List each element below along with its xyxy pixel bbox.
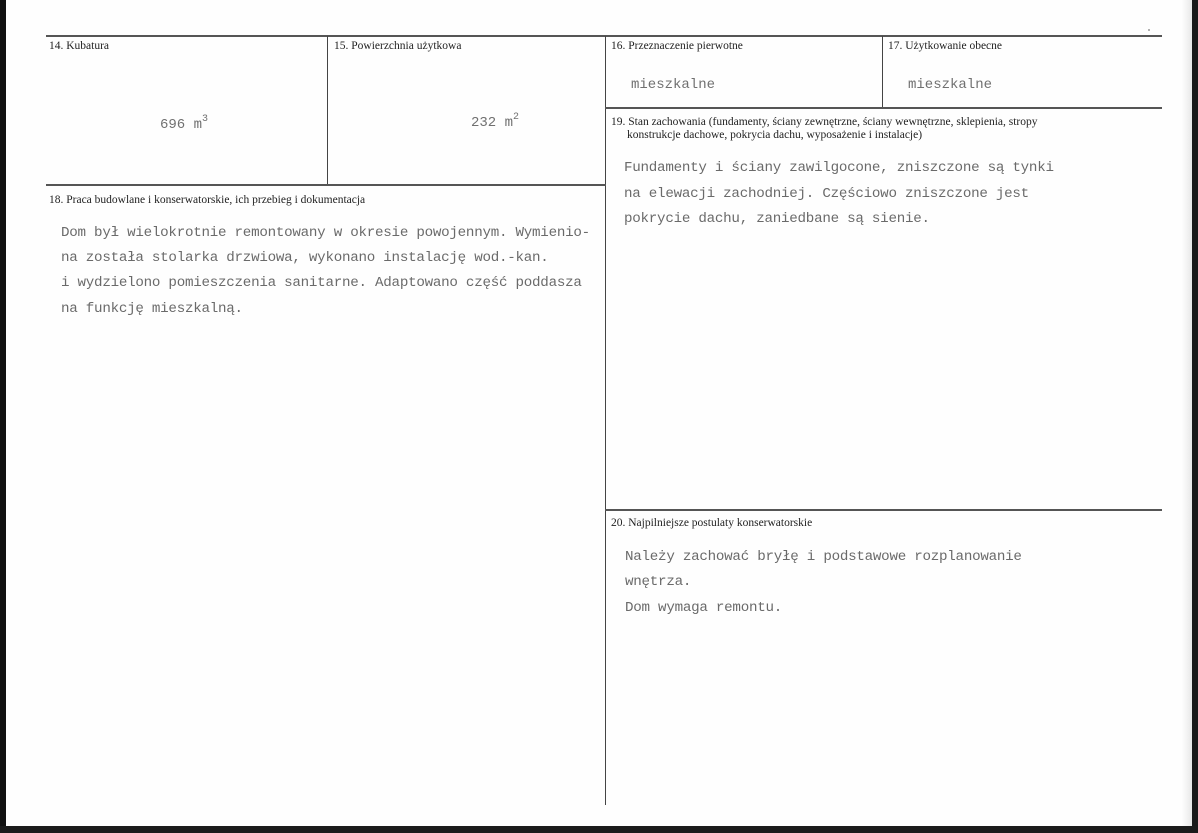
field-19-label-line-2: konstrukcje dachowe, pokrycia dachu, wyposażenie i instalacje) — [627, 129, 923, 141]
divider-15-18 — [46, 184, 606, 186]
divider-19-20 — [605, 509, 1162, 511]
field-19-label-line-1: 19. Stan zachowania (fundamenty, ściany zewnętrzne, ściany wewnętrzne, sklepienia, stropy — [611, 116, 1038, 128]
field-18-line-1: Dom był wielokrotnie remontowany w okresie powojennym. Wymienio- — [61, 225, 590, 241]
field-18-line-2: na została stolarka drzwiowa, wykonano instalację wod.-kan. — [61, 250, 549, 266]
field-17-value: mieszkalne — [908, 77, 993, 93]
scan-speck — [1148, 29, 1150, 31]
field-16-label: 16. Przeznaczenie pierwotne — [611, 40, 743, 52]
scan-edge-right — [1192, 0, 1198, 833]
field-20-line-2: wnętrza. — [625, 574, 692, 590]
field-14-exponent: 3 — [202, 114, 209, 125]
field-15-label: 15. Powierzchnia użytkowa — [334, 40, 462, 52]
field-15-exponent: 2 — [513, 112, 520, 123]
field-14-value — [160, 114, 208, 133]
divider-17-19 — [605, 107, 1162, 109]
field-19-line-3: pokrycie dachu, zaniedbane są sienie. — [624, 211, 930, 227]
scan-edge-bottom — [0, 826, 1198, 833]
form-top-border — [46, 35, 1162, 37]
field-18-line-4: na funkcję mieszkalną. — [61, 301, 243, 317]
field-18-label: 18. Praca budowlane i konserwatorskie, ich przebieg i dokumentacja — [49, 194, 366, 206]
field-20-label: 20. Najpilniejsze postulaty konserwatorskie — [611, 517, 813, 529]
field-18-line-3: i wydzielono pomieszczenia sanitarne. Adaptowano część poddasza — [61, 275, 582, 291]
divider-16-17 — [882, 36, 883, 108]
field-16-value: mieszkalne — [631, 77, 716, 93]
divider-main-column — [605, 36, 606, 805]
field-15-value — [471, 112, 519, 131]
field-19-line-1: Fundamenty i ściany zawilgocone, zniszczone są tynki — [624, 160, 1054, 176]
field-20-line-3: Dom wymaga remontu. — [625, 600, 783, 616]
scan-shadow-right — [1182, 0, 1192, 833]
field-19-line-2: na elewacji zachodniej. Częściowo zniszczone jest — [624, 186, 1029, 202]
scan-edge-left — [0, 0, 6, 833]
divider-14-15 — [327, 36, 328, 185]
field-14-label: 14. Kubatura — [49, 40, 110, 52]
field-14-number: 696 m — [160, 117, 203, 133]
field-17-label: 17. Użytkowanie obecne — [888, 40, 1003, 52]
field-15-number: 232 m — [471, 115, 514, 131]
field-20-line-1: Należy zachować bryłę i podstawowe rozplanowanie — [625, 549, 1022, 565]
